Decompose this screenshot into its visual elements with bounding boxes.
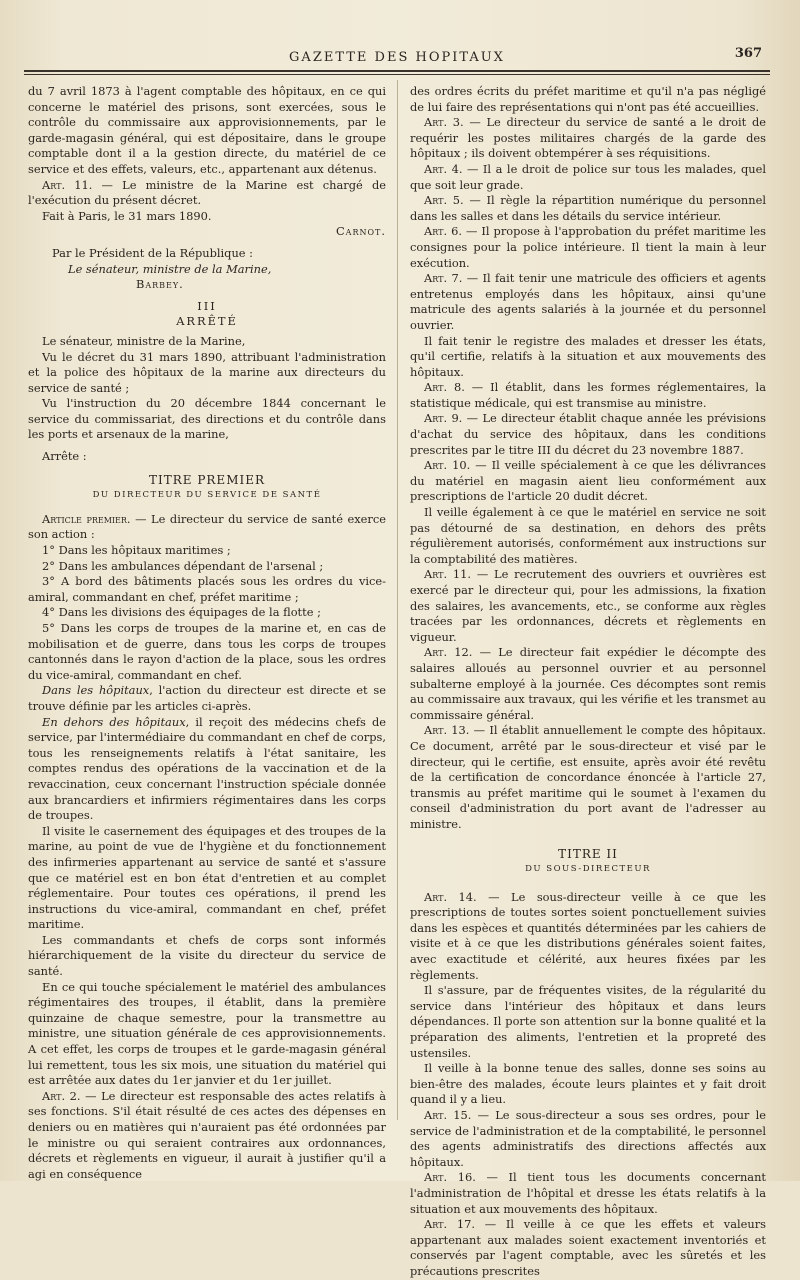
- header-rule-thin: [24, 74, 770, 75]
- article-paragraph: [410, 162, 766, 193]
- article-label: Art. 10.: [424, 458, 471, 473]
- article-label: Art. 17.: [424, 1217, 475, 1232]
- signature-barbey: Barbey.: [136, 277, 184, 292]
- paragraph: Le sénateur, ministre de la Marine,: [68, 261, 272, 276]
- article-text: — Il veille spécialement à ce que les délivrances du matériel en magasin aient lieu conformément aux prescriptions de l'article 20 dudit décret.: [410, 458, 766, 504]
- article-paragraph: [410, 271, 766, 333]
- signature-carnot: Carnot.: [335, 224, 386, 239]
- article-text: — Il établit, dans les formes réglementaires, la statistique médicale, qui est transmise au ministre.: [410, 380, 766, 410]
- article-text: — Le sous-directeur a sous ses ordres, pour le service de l'administration et de la comptabilité, le personnel des agents administratifs des directions affectés aux hôpitaux.: [410, 1108, 766, 1169]
- article-label: Art. 11.: [42, 177, 93, 192]
- paragraph-text: , l'action du directeur est directe et se trouve définie par les articles ci-après.: [28, 683, 386, 713]
- paragraph: Il veille également à ce que le matériel en service ne soit pas détourné de sa destination, en dehors des prêts régulièrement autorisés, conformément aux instructions sur la comptabilité des matières.: [410, 505, 766, 566]
- article-paragraph: [410, 1170, 766, 1217]
- paragraph: du 7 avril 1873 à l'agent comptable des hôpitaux, en ce qui concerne le matériel des prisons, sont exercées, sous le contrôle du commissaire aux approvisionnements, par le garde-magasin général, qui est dépositaire, dans le groupe comptable dont il a la gestion directe, du matériel de ce service et des effets, valeurs, etc., appartenant aux détenus.: [28, 84, 386, 176]
- article-paragraph: [410, 411, 766, 458]
- article-paragraph: [410, 115, 766, 162]
- article-label: Art. 14.: [424, 889, 477, 904]
- article-paragraph: [410, 890, 766, 984]
- paragraph-text: , il reçoit des médecins chefs de service, par l'intermédiaire du commandant en chef de corps, tous les renseignements relatifs à l'état sanitaire, les comptes rendus des opérations de la vaccination et de la revaccination, ceux concernant l'instruction spéciale donnée aux brancardiers et infirmiers régimentaires dans les corps de troupes.: [28, 714, 387, 823]
- article-paragraph: [410, 1217, 766, 1279]
- article-paragraph: [410, 723, 766, 832]
- titre-ii: TITRE II: [558, 846, 618, 861]
- article-text: — Il a le droit de police sur tous les malades, quel que soit leur grade.: [410, 161, 766, 192]
- article-text: — Il établit annuellement le compte des hôpitaux. Ce document, arrêté par le sous-directeur et visé par le directeur, qui le certifie, est ensuite, après avoir été revêtu de la certification de concordance énoncée à l'article 27, transmis au préfet maritime qui le soumet à l'examen du conseil d'administration du port avant de l'adresser au ministre.: [410, 723, 766, 831]
- titre-subtitle: DU SOUS-DIRECTEUR: [525, 864, 651, 875]
- article-text: — Le ministre de la Marine est chargé de l'exécution du présent décret.: [28, 177, 386, 208]
- article-paragraph: [410, 193, 766, 224]
- article-text: — Il fait tenir une matricule des officiers et agents entretenus employés dans les hôpitaux, ainsi qu'une matricule des agents salariés à la journée et du personnel ouvrier.: [410, 271, 766, 332]
- article-text: — Le sous-directeur veille à ce que les prescriptions de toutes sortes soient ponctuellement suivies dans les espèces et quantités déterminées par les cahiers de visite et à ce que les distributions générales soient faites, avec exactitude et célérité, aux heures fixées par les règlements.: [410, 889, 766, 982]
- article-label: Art. 15.: [424, 1108, 472, 1122]
- paragraph: Vu l'instruction du 20 décembre 1844 concernant le service du commissariat, des directions et du contrôle dans les ports et arsenaux de la marine,: [28, 396, 386, 442]
- article-label: Art. 13.: [424, 723, 470, 738]
- article-11-paragraph: [28, 178, 386, 209]
- article-text: — Le directeur du service de santé a le droit de requérir les postes militaires chargés de la garde des hôpitaux ; ils doivent obtempérer à ses réquisitions.: [410, 115, 766, 161]
- left-column: [28, 84, 386, 1182]
- article-paragraph: [410, 224, 766, 271]
- list-item: 2° Dans les ambulances dépendant de l'arsenal ;: [42, 558, 324, 573]
- list-item: 1° Dans les hôpitaux maritimes ;: [42, 543, 231, 558]
- article-label: Art. 12.: [424, 645, 473, 660]
- paragraph: Le sénateur, ministre de la Marine,: [42, 333, 246, 348]
- article-1-paragraph: [28, 512, 386, 543]
- paragraph: [28, 715, 386, 824]
- italic-phrase: En dehors des hôpitaux: [42, 714, 186, 729]
- article-2-paragraph: [28, 1089, 386, 1183]
- article-text: — Il règle la répartition numérique du personnel dans les salles et dans les détails du service intérieur.: [410, 193, 766, 223]
- article-text: — Le directeur fait expédier le décompte des salaires alloués au personnel ouvrier et au personnel subalterne employé à la journée. Ces décomptes sont remis au commissaire aux travaux, qui les vérifie et les transmet au commissaire général.: [410, 645, 766, 722]
- article-label: Article premier.: [42, 511, 131, 526]
- article-paragraph: [410, 458, 766, 505]
- paragraph: Par le Président de la République :: [52, 245, 253, 260]
- paragraph: Il s'assure, par de fréquentes visites, de la régularité du service dans l'intérieur des hôpitaux et dans leurs dépendances. Il porte son attention sur la bonne qualité et la préparation des aliments, l'entretien et la propreté des ustensiles.: [410, 983, 766, 1060]
- paragraph: Il visite le casernement des équipages et des troupes de la marine, au point de vue de l'hygiène et du fonctionnement des infirmeries appartenant au service de santé et s'assure que ce matériel est en bon état d'entretien et au complet réglementaire. Pour toutes ces opérations, il prend les instructions du vice-amiral, commandant en chef, préfet maritime.: [28, 823, 386, 932]
- page-number: 367: [734, 46, 762, 61]
- paragraph: Fait à Paris, le 31 mars 1890.: [42, 208, 212, 223]
- paragraph: Vu le décret du 31 mars 1890, attribuant l'administration et la police des hôpitaux de la marine aux directeurs du service de santé ;: [28, 349, 386, 395]
- article-text: — Le directeur établit chaque année les prévisions d'achat du service des hôpitaux, dans les conditions prescrites par le titre III du décret du 23 novembre 1887.: [410, 411, 766, 457]
- article-paragraph: [410, 1108, 766, 1170]
- journal-title: GAZETTE DES HOPITAUX: [289, 50, 505, 65]
- paragraph: Il veille à la bonne tenue des salles, donne ses soins au bien-être des malades, écoute leurs plaintes et y fait droit quand il y a lieu.: [410, 1061, 766, 1107]
- article-label: Art. 6.: [424, 224, 462, 239]
- article-text: — Le directeur est responsable des actes relatifs à ses fonctions. S'il était résulté de ces actes des dépenses en deniers ou en matières qui n'auraient pas été ordonnées par le ministre ou qui seraient contraires aux ordonnances, décrets et règlements en vigueur, il aurait à justifier qu'il a agi en conséquence: [28, 1088, 387, 1181]
- titre-subtitle: DU DIRECTEUR DU SERVICE DE SANTÉ: [92, 490, 322, 501]
- article-label: Art. 2.: [42, 1088, 81, 1103]
- page-header: [24, 44, 770, 70]
- paragraph: Arrête :: [42, 449, 87, 464]
- article-text: — Il veille à ce que les effets et valeurs appartenant aux malades soient exactement inventoriés et conservés par l'agent comptable, avec les sûretés et les précautions prescrites: [410, 1217, 766, 1278]
- article-label: Art. 11.: [424, 567, 472, 582]
- article-label: Art. 5.: [424, 193, 464, 208]
- header-rule-thick: [24, 70, 770, 72]
- list-item: 4° Dans les divisions des équipages de la flotte ;: [42, 605, 321, 620]
- titre-premier: TITRE PREMIER: [148, 472, 266, 487]
- article-label: Art. 7.: [424, 271, 463, 286]
- article-paragraph: [410, 567, 766, 645]
- paragraph: Les commandants et chefs de corps sont informés hiérarchiquement de la visite du directeur du service de santé.: [28, 932, 386, 979]
- section-heading: ARRÊTÉ: [176, 314, 238, 329]
- paragraph: Il fait tenir le registre des malades et dresser les états, qu'il certifie, relatifs à la situation et aux mouvements des hôpitaux.: [410, 333, 766, 379]
- article-text: — Le recrutement des ouvriers et ouvrières est exercé par le directeur qui, pour les admissions, la fixation des salaires, les avancements, etc., se conforme aux règles tracées par les ordonnances, décrets et règlements en vigueur.: [410, 567, 766, 644]
- column-divider: [397, 80, 398, 1120]
- article-label: Art. 8.: [424, 380, 465, 395]
- article-label: Art. 16.: [424, 1170, 476, 1185]
- article-label: Art. 4.: [424, 161, 463, 176]
- paragraph: En ce qui touche spécialement le matériel des ambulances régimentaires des troupes, il établit, dans la première quinzaine de chaque semestre, pour la transmettre au ministre, une situation générale de ces approvisionnements. A cet effet, les corps de troupes et le garde-magasin général lui remettent, tous les six mois, une situation du matériel qui est arrêtée aux dates du 1er janvier et du 1er juillet.: [28, 979, 386, 1088]
- article-text: — Le directeur du service de santé exerce son action :: [28, 511, 386, 542]
- paragraph: [28, 683, 386, 714]
- article-text: — Il propose à l'approbation du préfet maritime les consignes pour la police intérieure. Il tient la main à leur exécution.: [410, 224, 766, 270]
- list-item: 3° A bord des bâtiments placés sous les ordres du vice-amiral, commandant en chef, préfet maritime ;: [28, 574, 386, 604]
- right-column: [410, 84, 766, 1280]
- article-label: Art. 3.: [424, 115, 464, 130]
- section-number: III: [197, 298, 217, 313]
- article-paragraph: [410, 645, 766, 723]
- italic-phrase: Dans les hôpitaux: [42, 683, 150, 698]
- article-text: — Il tient tous les documents concernant l'administration de l'hôpital et dresse les états relatifs à la situation et aux mouvements des hôpitaux.: [410, 1170, 766, 1216]
- paragraph: des ordres écrits du préfet maritime et qu'il n'a pas négligé de lui faire des représentations qui n'ont pas été accueillies.: [410, 84, 766, 114]
- article-label: Art. 9.: [424, 411, 463, 426]
- article-paragraph: [410, 380, 766, 411]
- list-item: 5° Dans les corps de troupes de la marine et, en cas de mobilisation et de guerre, dans tous les corps de troupes cantonnés dans le rayon d'action de la place, sous les ordres du vice-amiral, commandant en chef.: [28, 621, 386, 682]
